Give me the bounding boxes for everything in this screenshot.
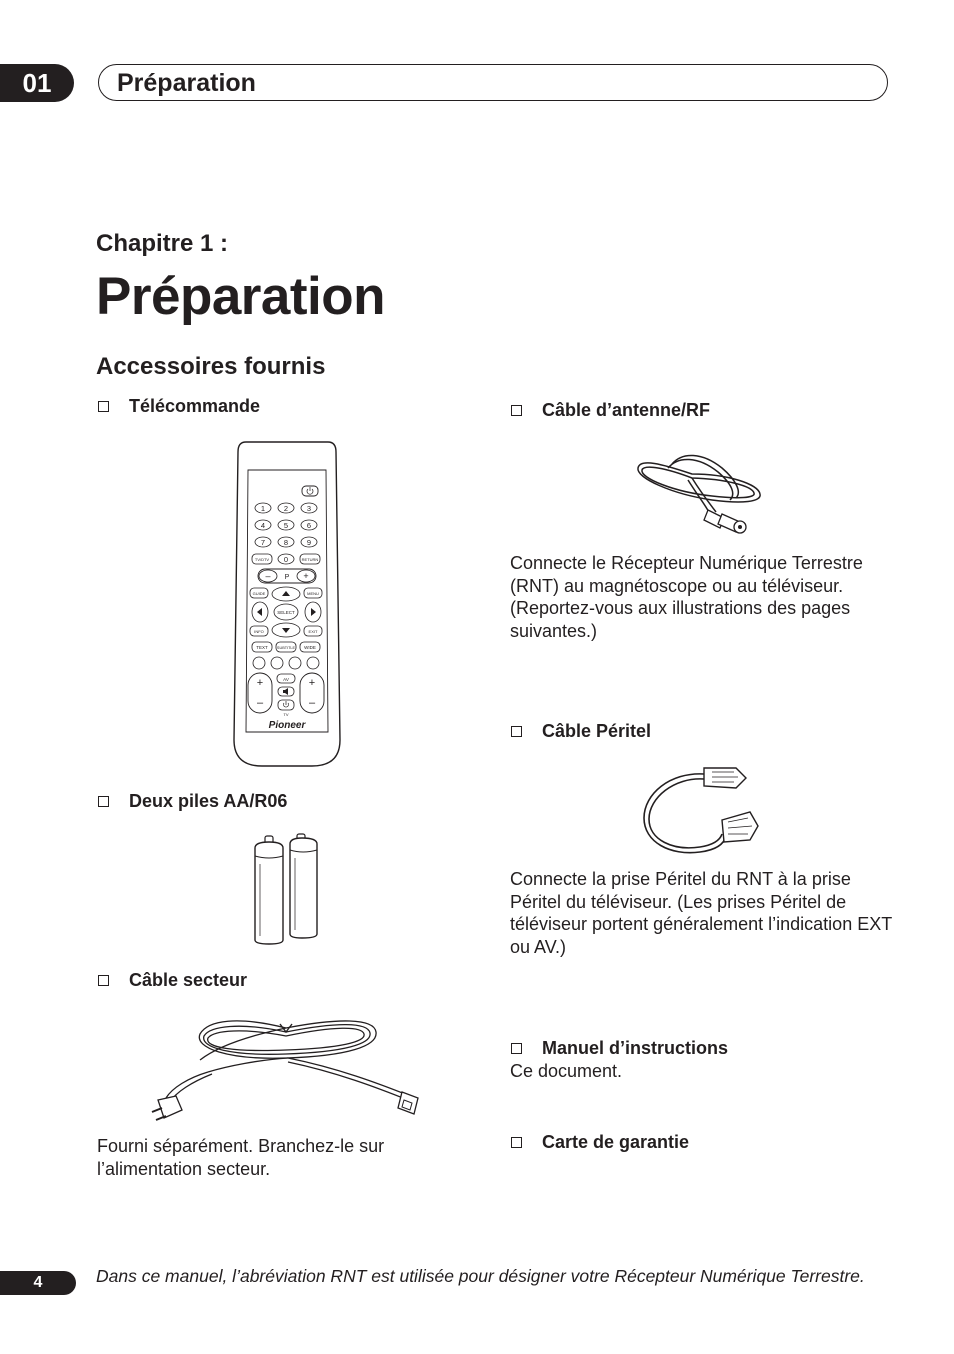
item-antenna-cable <box>511 400 710 421</box>
batteries-image <box>252 834 324 946</box>
power-cable-description: Fourni séparément. Branchez-le sur l’alimentation secteur. <box>97 1136 385 1179</box>
remote-key-6: 6 <box>306 521 312 530</box>
remote-key-av: AV <box>283 677 289 682</box>
item-scart-cable <box>511 721 651 742</box>
antenna-cable-image <box>632 444 766 536</box>
remote-key-1: 1 <box>260 504 266 513</box>
scart-cable-description: Connecte la prise Péritel du RNT à la prise Péritel du téléviseur. (Les prises Péritel de téléviseur portent généralement l’indication EXT ou AV.) <box>510 869 892 957</box>
remote-key-3: 3 <box>306 504 312 513</box>
remote-key-wide: WIDE <box>304 645 316 650</box>
item-manual <box>511 1038 728 1059</box>
checkbox-icon <box>98 796 109 807</box>
svg-text:+: + <box>256 677 264 689</box>
remote-key-2: 2 <box>283 504 289 513</box>
remote-key-5: 5 <box>283 521 289 530</box>
item-label: Deux piles AA/R06 <box>129 791 288 811</box>
item-label: Télécommande <box>129 396 261 416</box>
remote-key-0: 0 <box>283 555 289 564</box>
item-warranty <box>511 1132 689 1153</box>
remote-key-info: INFO <box>254 629 264 634</box>
item-remote <box>98 396 260 417</box>
remote-key-subtitle: SUBTITLE <box>276 646 296 650</box>
remote-brand-logo: Pioneer <box>268 720 306 731</box>
item-power-cable <box>98 970 247 991</box>
remote-key-menu: MENU <box>307 591 319 596</box>
svg-text:–: – <box>308 697 316 709</box>
item-batteries <box>98 791 287 812</box>
chapter-label: Chapitre 1 : <box>96 230 229 257</box>
remote-key-9: 9 <box>306 538 312 547</box>
power-cable-image <box>148 1016 424 1128</box>
remote-key-guide: GUIDE <box>252 591 266 596</box>
checkbox-icon <box>98 975 109 986</box>
remote-key-8: 8 <box>283 538 289 547</box>
checkbox-icon <box>511 1137 522 1148</box>
header-bar <box>98 64 888 101</box>
remote-key-tv-dtv: TV/DTV <box>254 557 270 562</box>
chapter-number-tab: 01 <box>0 64 74 102</box>
footer-note: Dans ce manuel, l’abréviation RNT est utilisée pour désigner votre Récepteur Numérique Terrestre. <box>96 1266 865 1286</box>
remote-key-select: SELECT <box>277 610 295 615</box>
checkbox-icon <box>511 405 522 416</box>
item-label: Câble d’antenne/RF <box>542 400 711 420</box>
checkbox-icon <box>98 401 109 412</box>
svg-text:+: + <box>303 571 309 581</box>
checkbox-icon <box>511 1043 522 1054</box>
page-number: 4 <box>0 1271 76 1295</box>
remote-control-image <box>232 440 342 768</box>
remote-key-p: P <box>284 574 290 581</box>
svg-text:+: + <box>308 677 316 689</box>
remote-key-7: 7 <box>260 538 266 547</box>
section-title: Accessoires fournis <box>96 353 326 380</box>
item-label: Câble secteur <box>129 970 248 990</box>
svg-text:–: – <box>265 571 271 581</box>
scart-cable-image <box>640 764 760 858</box>
remote-key-4: 4 <box>260 521 266 530</box>
item-label: Manuel d’instructions <box>542 1038 729 1058</box>
remote-key-exit: EXIT <box>308 629 318 634</box>
antenna-cable-description: Connecte le Récepteur Numérique Terrestre (RNT) au magnétoscope ou au téléviseur. (Reportez-vous aux illustrations des pages suivantes.) <box>510 553 863 641</box>
item-label: Câble Péritel <box>542 721 652 741</box>
page-title: Préparation <box>96 267 386 326</box>
item-label: Carte de garantie <box>542 1132 690 1152</box>
manual-description: Ce document. <box>510 1061 623 1081</box>
header-title: Préparation <box>117 69 256 97</box>
svg-text:–: – <box>256 697 264 709</box>
checkbox-icon <box>511 726 522 737</box>
remote-key-return: RETURN <box>301 557 319 562</box>
remote-key-text: TEXT <box>256 645 268 650</box>
remote-key-tv: TV <box>283 712 289 717</box>
